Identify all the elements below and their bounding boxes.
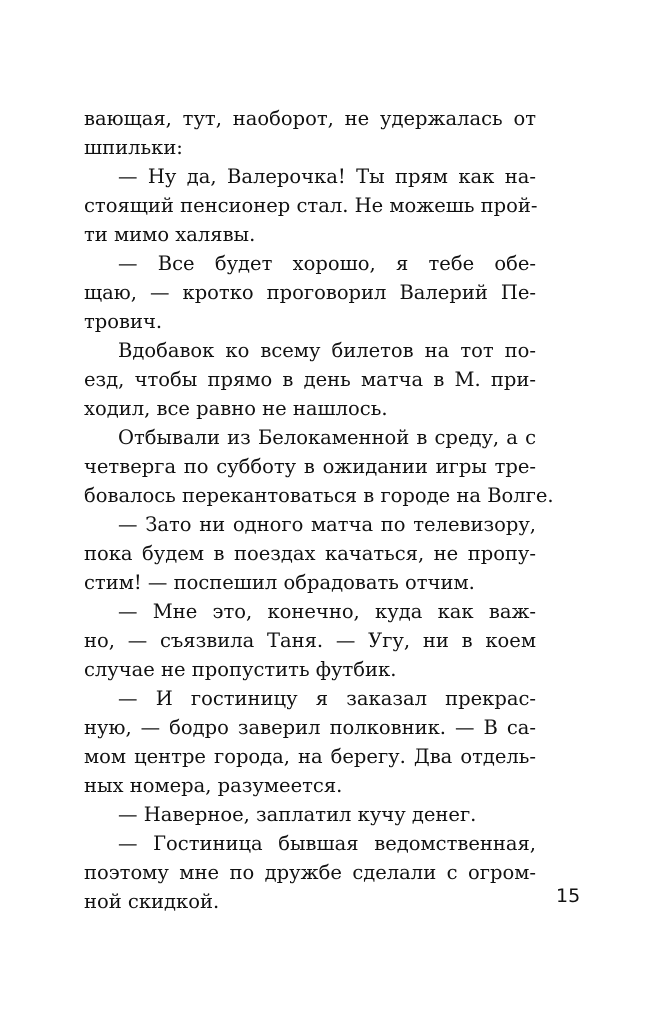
text-line: четверга по субботу в ожидании игры тре- — [84, 455, 536, 478]
text-line: ной скидкой. — [84, 890, 220, 913]
text-line: ходил, все равно не нашлось. — [84, 397, 388, 420]
text-line: поэтому мне по дружбе сделали с огром- — [84, 861, 536, 884]
text-line: — Ну да, Валерочка! Ты прям как на- — [118, 165, 536, 188]
text-line: езд, чтобы прямо в день матча в М. при- — [84, 368, 536, 391]
text-line: шпильки: — [84, 136, 183, 159]
text-line: ти мимо халявы. — [84, 223, 256, 246]
text-line: стим! — поспешил обрадовать отчим. — [84, 571, 475, 594]
text-line: бовалось перекантоваться в городе на Волге. — [84, 484, 554, 507]
text-line: — Зато ни одного матча по телевизору, — [118, 513, 536, 536]
text-line: стоящий пенсионер стал. Не можешь прой- — [84, 194, 538, 217]
text-line: — Мне это, конечно, куда как важ- — [118, 600, 536, 623]
text-line: но, — съязвила Таня. — Угу, ни в коем — [84, 629, 536, 652]
text-line: вающая, тут, наоборот, не удержалась от — [84, 107, 536, 130]
text-line: ную, — бодро заверил полковник. — В са- — [84, 716, 536, 739]
text-line: случае не пропустить футбик. — [84, 658, 397, 681]
text-line: — Гостиница бывшая ведомственная, — [118, 832, 536, 855]
text-line: — Все будет хорошо, я тебе обе- — [118, 252, 536, 275]
page-number: 15 — [556, 885, 581, 907]
text-line: пока будем в поездах качаться, не пропу- — [84, 542, 536, 565]
text-line: Отбывали из Белокаменной в среду, а с — [118, 426, 536, 449]
text-line: ных номера, разумеется. — [84, 774, 343, 797]
text-line: — Наверное, заплатил кучу денег. — [118, 803, 477, 826]
text-line: щаю, — кротко проговорил Валерий Пе- — [84, 281, 536, 304]
text-line: трович. — [84, 310, 163, 333]
text-line: — И гостиницу я заказал прекрас- — [118, 687, 536, 710]
text-line: мом центре города, на берегу. Два отдель- — [84, 745, 536, 768]
text-line: Вдобавок ко всему билетов на тот по- — [118, 339, 536, 362]
